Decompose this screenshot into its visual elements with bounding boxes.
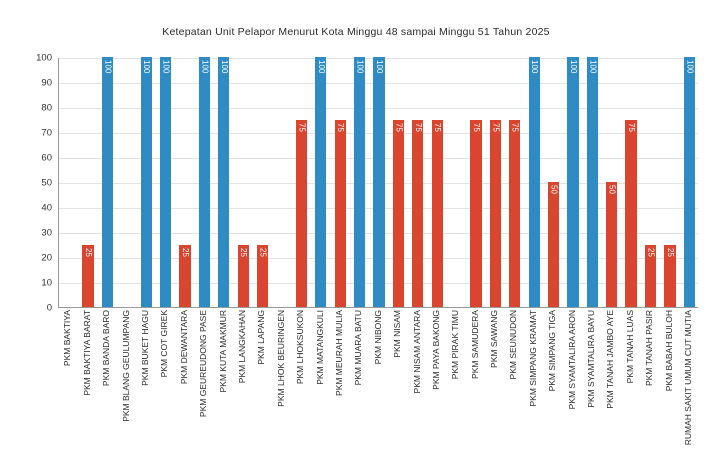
x-axis-tick (465, 310, 484, 470)
bar[interactable] (335, 120, 346, 308)
bar-slot (427, 58, 446, 307)
x-axis-tick-label: PKM BUKET HAGU (140, 310, 150, 386)
x-axis-tick-label: PKM NISAM ANTARA (411, 310, 422, 394)
x-axis-tick-label: PKM DEWANTARA (178, 310, 189, 385)
x-axis-tick-label: RUMAH SAKIT UMUM CUT MUTIA (683, 310, 694, 446)
x-axis-tick (194, 310, 213, 470)
x-axis-tick (233, 310, 252, 470)
bar[interactable] (509, 120, 520, 308)
bar[interactable] (529, 57, 540, 307)
bar[interactable] (393, 120, 404, 308)
bar-slot (563, 58, 582, 307)
x-axis-tick (426, 310, 445, 470)
bar-slot (331, 58, 350, 307)
plot-area (58, 58, 698, 308)
x-axis-tick-label: PKM PIRAK TIMU (450, 310, 461, 380)
x-axis-tick (679, 310, 698, 470)
bar-slot (524, 58, 543, 307)
x-axis-tick (116, 310, 135, 470)
bar-slot (350, 58, 369, 307)
y-axis-tick-label: 30 (41, 227, 52, 239)
x-axis-tick-label: PKM TANAH JAMBO AYE (605, 310, 616, 409)
bar-slot (408, 58, 427, 307)
x-axis-tick-label: PKM PAYA BAKONG (430, 310, 441, 390)
bar[interactable] (199, 57, 210, 307)
bar-value-label: 100 (588, 60, 598, 74)
bar[interactable] (470, 120, 481, 308)
bar-slot (117, 58, 136, 307)
bar[interactable] (238, 245, 249, 308)
bar-value-label: 25 (181, 247, 191, 257)
x-axis-tick-label: PKM COT GIREK (159, 310, 170, 378)
bar-value-label: 100 (200, 60, 210, 74)
x-axis-tick (213, 310, 232, 470)
bar-slot (311, 58, 330, 307)
bar-slot (660, 58, 679, 307)
bar-slot (59, 58, 78, 307)
x-axis-tick-label: PKM NISAM (392, 310, 403, 358)
bar-value-label: 100 (685, 60, 695, 74)
x-axis-tick-label: PKM SIMPANG TIGA (547, 310, 558, 392)
x-axis-tick (523, 310, 542, 470)
x-axis-tick-label: PKM BABAH BULOH (663, 310, 674, 392)
bar-slot (621, 58, 640, 307)
bar-value-label: 25 (646, 247, 656, 257)
bar-slot (175, 58, 194, 307)
bar-slot (195, 58, 214, 307)
bar-slot (369, 58, 388, 307)
x-axis-tick-label: PKM LHOK BEURINGEN (275, 310, 286, 407)
x-axis-tick (485, 310, 504, 470)
x-axis-tick (77, 310, 96, 470)
y-axis-tick-label: 90 (41, 77, 52, 89)
bar-slot (447, 58, 466, 307)
x-axis-tick (543, 310, 562, 470)
x-axis-tick-label: PKM SIMPANG KRAMAT (527, 310, 538, 407)
x-axis-tick (58, 310, 77, 470)
bar-value-label: 75 (433, 122, 443, 132)
bar-slot (214, 58, 233, 307)
x-axis-tick (97, 310, 116, 470)
bar-value-label: 100 (568, 60, 578, 74)
y-axis-tick-label: 10 (41, 277, 52, 289)
x-axis-tick (582, 310, 601, 470)
x-axis-tick (330, 310, 349, 470)
bar[interactable] (141, 57, 152, 307)
bar-slot (544, 58, 563, 307)
bar-value-label: 75 (394, 122, 404, 132)
bar-value-label: 75 (297, 122, 307, 132)
y-axis-tick-label: 80 (41, 102, 52, 114)
bar-value-label: 25 (258, 247, 268, 257)
bar[interactable] (315, 57, 326, 307)
bar-value-label: 50 (549, 185, 559, 194)
x-axis-tick (562, 310, 581, 470)
x-axis-tick-label: PKM SYAMTALIRA BAYU (586, 310, 597, 408)
bar-value-label: 25 (84, 247, 94, 257)
bar[interactable] (606, 182, 617, 307)
bar[interactable] (587, 57, 598, 307)
x-axis-tick-label: PKM GEUREUDONG PASE (198, 310, 209, 418)
x-axis-tick (388, 310, 407, 470)
bar[interactable] (684, 57, 695, 307)
bar[interactable] (257, 245, 268, 308)
bar-value-label: 100 (219, 60, 229, 74)
bar[interactable] (567, 57, 578, 307)
bar-slot (292, 58, 311, 307)
bar-slot (602, 58, 621, 307)
bar-value-label: 100 (161, 60, 171, 74)
bar-value-label: 50 (607, 185, 617, 194)
bar-value-label: 100 (355, 60, 365, 74)
x-axis-tick-label: PKM MEURAH MULIA (333, 310, 344, 396)
bar-value-label: 75 (491, 122, 501, 132)
x-axis-tick-label: PKM LAPANG (256, 310, 267, 365)
bar[interactable] (160, 57, 171, 307)
bar[interactable] (179, 245, 190, 308)
x-axis-tick-label: PKM SAWANG (489, 310, 500, 368)
bar[interactable] (645, 245, 656, 308)
x-axis-tick (601, 310, 620, 470)
x-axis-tick-label: PKM KUTA MAKMUR (217, 310, 228, 393)
x-axis-tick-label: PKM SEUNUDON (508, 310, 519, 380)
bar-slot (253, 58, 272, 307)
x-axis-tick (155, 310, 174, 470)
bar-value-label: 100 (103, 60, 113, 74)
x-axis-tick (368, 310, 387, 470)
x-axis-tick (446, 310, 465, 470)
x-axis-tick-label: PKM SAMUDERA (469, 310, 480, 379)
bar-value-label: 75 (627, 122, 637, 132)
bar[interactable] (102, 57, 113, 307)
bar-value-label: 100 (374, 60, 384, 74)
bar[interactable] (218, 57, 229, 307)
x-axis-tick (407, 310, 426, 470)
x-axis-tick-label: PKM BAKTIYA BARAT (81, 310, 92, 396)
bar[interactable] (354, 57, 365, 307)
y-axis-tick-label: 100 (36, 52, 52, 64)
bar[interactable] (412, 120, 423, 308)
bar-slot (466, 58, 485, 307)
x-axis-tick (640, 310, 659, 470)
bar-slot (137, 58, 156, 307)
x-axis-tick (504, 310, 523, 470)
x-axis-tick-label: PKM BANDA BARO (101, 310, 112, 387)
bar[interactable] (373, 57, 384, 307)
x-axis-labels (58, 310, 698, 470)
bar-value-label: 75 (510, 122, 520, 132)
bar-slot (486, 58, 505, 307)
bar-slot (272, 58, 291, 307)
x-axis-tick-label: PKM MUARA BATU (353, 310, 364, 386)
bar-slot (389, 58, 408, 307)
bar[interactable] (82, 245, 93, 308)
bar-slot (78, 58, 97, 307)
y-axis-tick-label: 0 (46, 302, 52, 314)
bar-slot (505, 58, 524, 307)
x-axis-tick (136, 310, 155, 470)
bar-value-label: 75 (336, 122, 346, 132)
bar-slot (583, 58, 602, 307)
bar-value-label: 75 (413, 122, 423, 132)
x-axis-tick-label: PKM TANAH PASIR (644, 310, 655, 387)
bar[interactable] (490, 120, 501, 308)
x-axis-tick-label: PKM NIBONG (372, 310, 383, 365)
bar[interactable] (664, 245, 675, 308)
bar-value-label: 25 (665, 247, 675, 257)
x-axis-tick (174, 310, 193, 470)
bar[interactable] (625, 120, 636, 308)
bar-slot (641, 58, 660, 307)
x-axis-tick-label: PKM TANAH LUAS (624, 310, 635, 384)
chart-title: Ketepatan Unit Pelapor Menurut Kota Minggu 48 sampai Minggu 51 Tahun 2025 (162, 26, 550, 38)
bar-value-label: 100 (316, 60, 326, 74)
x-axis-tick-label: PKM BLANG GEULUMPANG (120, 310, 131, 422)
x-axis-tick (252, 310, 271, 470)
x-axis-tick-label: PKM MATANGKULI (314, 310, 325, 385)
bar[interactable] (548, 182, 559, 307)
bar-value-label: 100 (530, 60, 540, 74)
x-axis-tick (349, 310, 368, 470)
x-axis-tick (310, 310, 329, 470)
y-axis-tick-label: 70 (41, 127, 52, 139)
y-axis-tick-label: 50 (41, 177, 52, 189)
y-axis-tick-label: 40 (41, 202, 52, 214)
bar-value-label: 75 (471, 122, 481, 132)
bar-slot (98, 58, 117, 307)
bar-slot (156, 58, 175, 307)
x-axis-tick (271, 310, 290, 470)
bar-slot (234, 58, 253, 307)
x-axis-tick-label: PKM BAKTIYA (62, 310, 73, 367)
bar-value-label: 100 (142, 60, 152, 74)
x-axis-tick-label: PKM LHOKSUKON (295, 310, 306, 385)
x-axis-tick-label: PKM SYAMTALIRA ARON (566, 310, 577, 410)
bar[interactable] (432, 120, 443, 308)
x-axis-tick-label: PKM LANGKAHAN (236, 310, 247, 384)
x-axis-tick (620, 310, 639, 470)
y-axis-tick-label: 60 (41, 152, 52, 164)
bar-slot (680, 58, 699, 307)
bar[interactable] (296, 120, 307, 308)
y-axis-tick-label: 20 (41, 252, 52, 264)
y-axis-labels (0, 52, 52, 314)
x-axis-tick (291, 310, 310, 470)
x-axis-tick (659, 310, 678, 470)
bar-value-label: 25 (239, 247, 249, 257)
